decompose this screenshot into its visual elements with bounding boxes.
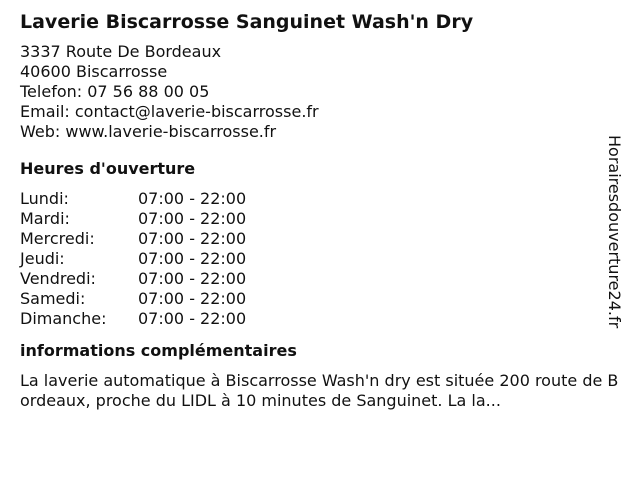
day-label: Mercredi: — [20, 229, 95, 248]
hours-row-wednesday — [20, 229, 620, 249]
time-range: 07:00 - 22:00 — [138, 209, 247, 228]
phone-number: Telefon: 07 56 88 00 05 — [20, 82, 210, 101]
opening-hours-heading: Heures d'ouverture — [20, 159, 196, 178]
business-name: Laverie Biscarrosse Sanguinet Wash'n Dry — [20, 11, 474, 33]
email-address: Email: contact@laverie-biscarrosse.fr — [20, 102, 319, 121]
hours-row-monday — [20, 189, 620, 209]
time-range: 07:00 - 22:00 — [138, 309, 247, 328]
street-address: 3337 Route De Bordeaux — [20, 42, 222, 61]
day-label: Jeudi: — [20, 249, 65, 268]
day-label: Dimanche: — [20, 309, 107, 328]
day-label: Samedi: — [20, 289, 86, 308]
city-postcode: 40600 Biscarrosse — [20, 62, 168, 81]
time-range: 07:00 - 22:00 — [138, 289, 247, 308]
day-label: Mardi: — [20, 209, 70, 228]
hours-row-friday — [20, 269, 620, 289]
time-range: 07:00 - 22:00 — [138, 269, 247, 288]
address-block — [20, 42, 620, 142]
time-range: 07:00 - 22:00 — [138, 189, 247, 208]
time-range: 07:00 - 22:00 — [138, 229, 247, 248]
business-description: La laverie automatique à Biscarrosse Wash'n dry est située 200 route de Bordeaux, proche du LIDL à 10 minutes de Sanguinet. La la... — [20, 371, 619, 410]
website: Web: www.laverie-biscarrosse.fr — [20, 122, 277, 141]
time-range: 07:00 - 22:00 — [138, 249, 247, 268]
hours-row-sunday — [20, 309, 620, 329]
day-label: Vendredi: — [20, 269, 96, 288]
additional-info-heading: informations complémentaires — [20, 341, 297, 360]
opening-hours-table — [20, 189, 620, 329]
hours-row-saturday — [20, 289, 620, 309]
hours-row-tuesday — [20, 209, 620, 229]
hours-row-thursday — [20, 249, 620, 269]
day-label: Lundi: — [20, 189, 69, 208]
site-watermark: Horairesdouverture24.fr — [605, 135, 624, 329]
business-card — [20, 8, 620, 411]
